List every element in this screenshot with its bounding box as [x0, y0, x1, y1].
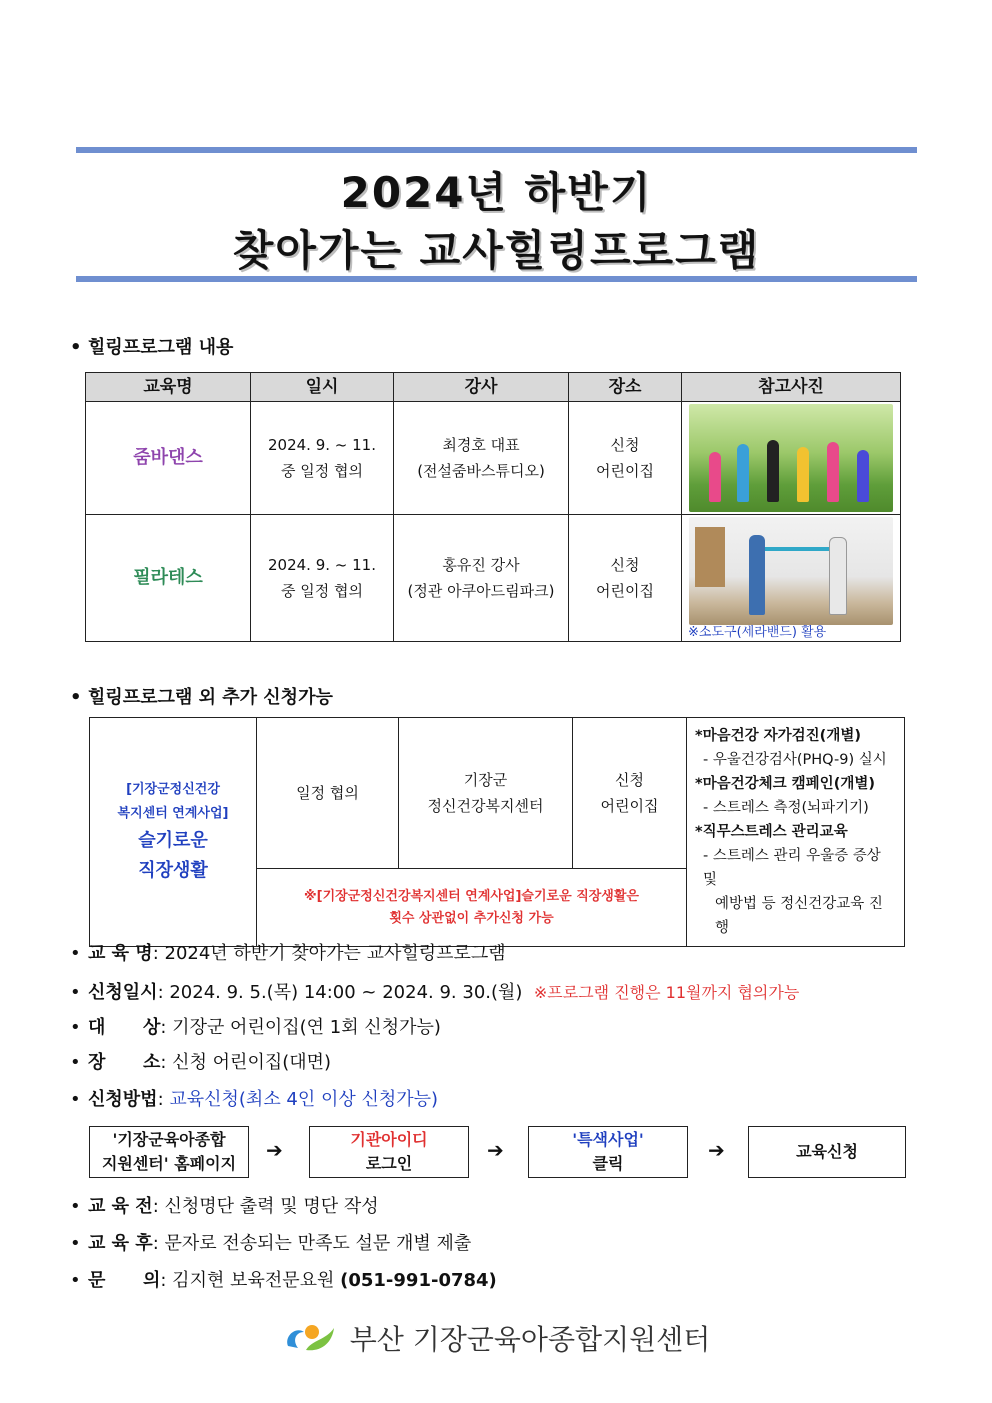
flow-step1-line1: '기장군육아종합 [112, 1130, 226, 1149]
date-line1: 2024. 9. ~ 11. [268, 436, 376, 454]
photo-note: ※소도구(세라밴드) 활용 [688, 625, 827, 640]
program-name-pilates [86, 515, 251, 642]
flow-step-homepage [89, 1126, 249, 1178]
instructor-line1: 최경호 대표 [442, 436, 520, 454]
flow-step3-line1: '특색사업' [572, 1130, 644, 1149]
instructor-line2: (정관 아쿠아드림파크) [407, 582, 555, 600]
flow-step3-line2: 클릭 [592, 1154, 624, 1173]
photo-cell [682, 402, 901, 515]
program-name-text: 필라테스 [133, 567, 203, 588]
info-after-value: : 문자로 전송되는 만족도 설문 개별 제출 [152, 1233, 472, 1254]
info-contact-phone: (051-991-0784) [340, 1270, 497, 1291]
extra-date-text: 일정 협의 [296, 784, 359, 803]
red-note-line1: ※[기장군정신건강복지센터 연계사업]슬기로운 직장생활은 [304, 888, 639, 904]
info-before-label: 교 육 전 [88, 1196, 153, 1217]
flow-step-apply [748, 1126, 906, 1178]
info-program-label: 교 육 명 [88, 943, 153, 964]
info-program-value: : 2024년 하반기 찾아가는 교사힐링프로그램 [152, 943, 506, 964]
info-place [70, 1048, 331, 1074]
photo-cell [682, 515, 901, 642]
footer [0, 1318, 992, 1358]
header-date: 일시 [251, 373, 394, 402]
dancer-figure [737, 444, 749, 502]
info-target [70, 1013, 441, 1039]
detail-item: - 스트레스 측정(뇌파기기) [703, 800, 869, 816]
info-period-note: ※프로그램 진행은 11월까지 협의가능 [533, 983, 800, 1002]
header-photo: 참고사진 [682, 373, 901, 402]
info-after [70, 1229, 471, 1255]
program-date [251, 402, 394, 515]
arrow-icon: ➔ [708, 1138, 725, 1162]
info-program [70, 939, 506, 965]
dancer-figure [709, 452, 721, 502]
date-line1: 2024. 9. ~ 11. [268, 556, 376, 574]
dancer-figure [827, 442, 839, 502]
extra-table [89, 717, 905, 947]
detail-item: *마음건강 자가검진(개별) [695, 728, 861, 744]
extra-red-note [257, 869, 687, 947]
extra-org [399, 718, 573, 869]
dancer-figure [797, 447, 809, 502]
extra-org-line2: 정신건강복지센터 [427, 797, 544, 816]
info-after-label: 교 육 후 [88, 1233, 153, 1254]
program-name-text: 줌바댄스 [133, 447, 203, 468]
place-line1: 신청 [610, 556, 640, 574]
arrow-icon: ➔ [266, 1138, 283, 1162]
info-method-value: 교육신청(최소 4인 이상 신청가능) [169, 1089, 439, 1110]
bullet: • [70, 337, 82, 358]
center-logo-icon [282, 1318, 342, 1358]
extra-place-line2: 어린이집 [600, 797, 659, 816]
pilates-photo [689, 517, 893, 625]
detail-item: 예방법 등 정신건강교육 진행 [715, 896, 883, 936]
arrow-icon: ➔ [487, 1138, 504, 1162]
extra-program-cell [90, 718, 257, 947]
info-contact [70, 1266, 497, 1292]
detail-item: *직무스트레스 관리교육 [695, 824, 848, 840]
section2-heading [70, 683, 333, 709]
section1-heading-text: 힐링프로그램 내용 [88, 337, 234, 358]
date-line2: 중 일정 협의 [281, 462, 363, 480]
extra-place-line1: 신청 [615, 771, 644, 790]
program-place [569, 515, 682, 642]
extra-program-sub2: 복지센터 연계사업] [117, 806, 229, 821]
extra-details [687, 718, 905, 947]
bullet: • [70, 1089, 81, 1110]
extra-program-sub1: [기장군정신건강 [126, 782, 220, 797]
info-method-label: 신청방법 [88, 1089, 158, 1110]
extra-date [257, 718, 399, 869]
place-line2: 어린이집 [596, 582, 654, 600]
dancer-figure [857, 450, 869, 502]
flow-step4-text: 교육신청 [796, 1142, 858, 1161]
extra-org-line1: 기장군 [463, 771, 508, 790]
flow-step2-line1: 기관아이디 [350, 1130, 428, 1149]
instructor-line1: 홍유진 강사 [442, 556, 520, 574]
place-line1: 신청 [610, 436, 640, 454]
extra-program-title1: 슬기로운 [138, 830, 208, 851]
bullet: • [70, 1270, 81, 1291]
program-table [85, 372, 901, 642]
info-target-label: 대 상 [88, 1017, 161, 1038]
program-instructor [394, 402, 569, 515]
flow-step1-line2: 지원센터' 홈페이지 [101, 1154, 237, 1173]
header-place: 장소 [569, 373, 682, 402]
info-method-colon: : [157, 1089, 170, 1110]
bullet: • [70, 1017, 81, 1038]
info-place-value: : 신청 어린이집(대면) [160, 1052, 332, 1073]
zumba-photo [689, 404, 893, 512]
title-bar-top [76, 147, 917, 153]
detail-item: *마음건강체크 캠페인(개별) [695, 776, 875, 792]
detail-item: - 우울건강검사(PHQ-9) 실시 [703, 752, 887, 768]
info-before-value: : 신청명단 출력 및 명단 작성 [152, 1196, 379, 1217]
bookshelf [695, 527, 725, 587]
header-name: 교육명 [86, 373, 251, 402]
info-method [70, 1085, 438, 1111]
table-row [90, 718, 905, 869]
pilates-figure [829, 537, 847, 615]
place-line2: 어린이집 [596, 462, 654, 480]
info-before [70, 1192, 379, 1218]
table-header-row [86, 373, 901, 402]
title-bar-bottom [76, 276, 917, 282]
info-period-value: : 2024. 9. 5.(목) 14:00 ~ 2024. 9. 30.(월) [157, 982, 523, 1003]
bullet: • [70, 943, 81, 964]
info-period-label: 신청일시 [88, 982, 158, 1003]
extra-place [573, 718, 687, 869]
flow-step2-line2: 로그인 [365, 1154, 413, 1173]
bullet: • [70, 982, 81, 1003]
info-contact-value: : 김지현 보육전문요원 [160, 1270, 341, 1291]
bullet: • [70, 687, 82, 708]
section1-heading [70, 333, 233, 359]
program-place [569, 402, 682, 515]
info-target-value: : 기장군 어린이집(연 1회 신청가능) [160, 1017, 441, 1038]
red-note-line2: 횟수 상관없이 추가신청 가능 [389, 910, 554, 926]
date-line2: 중 일정 협의 [281, 582, 363, 600]
dancer-figure [767, 440, 779, 502]
title-line-1: 2024년 하반기 [340, 168, 653, 217]
header-instructor: 강사 [394, 373, 569, 402]
info-contact-label: 문 의 [88, 1270, 161, 1291]
flow-step-special [528, 1126, 688, 1178]
bullet: • [70, 1052, 81, 1073]
program-date [251, 515, 394, 642]
instructor-line2: (전설줌바스튜디오) [417, 462, 545, 480]
title-line-2: 찾아가는 교사힐링프로그램 [232, 226, 761, 275]
table-row [86, 402, 901, 515]
detail-item: - 스트레스 관리 우울증 증상 및 [703, 848, 881, 888]
info-period [70, 978, 799, 1004]
footer-org-name: 부산 기장군육아종합지원센터 [349, 1323, 711, 1356]
section2-heading-text: 힐링프로그램 외 추가 신청가능 [88, 687, 333, 708]
bullet: • [70, 1196, 81, 1217]
flow-step-login [309, 1126, 469, 1178]
info-place-label: 장 소 [88, 1052, 161, 1073]
program-instructor [394, 515, 569, 642]
table-row [86, 515, 901, 642]
program-name-zumba [86, 402, 251, 515]
extra-program-title2: 직장생활 [138, 860, 208, 881]
resistance-band [765, 547, 829, 551]
pilates-figure [749, 535, 765, 615]
bullet: • [70, 1233, 81, 1254]
